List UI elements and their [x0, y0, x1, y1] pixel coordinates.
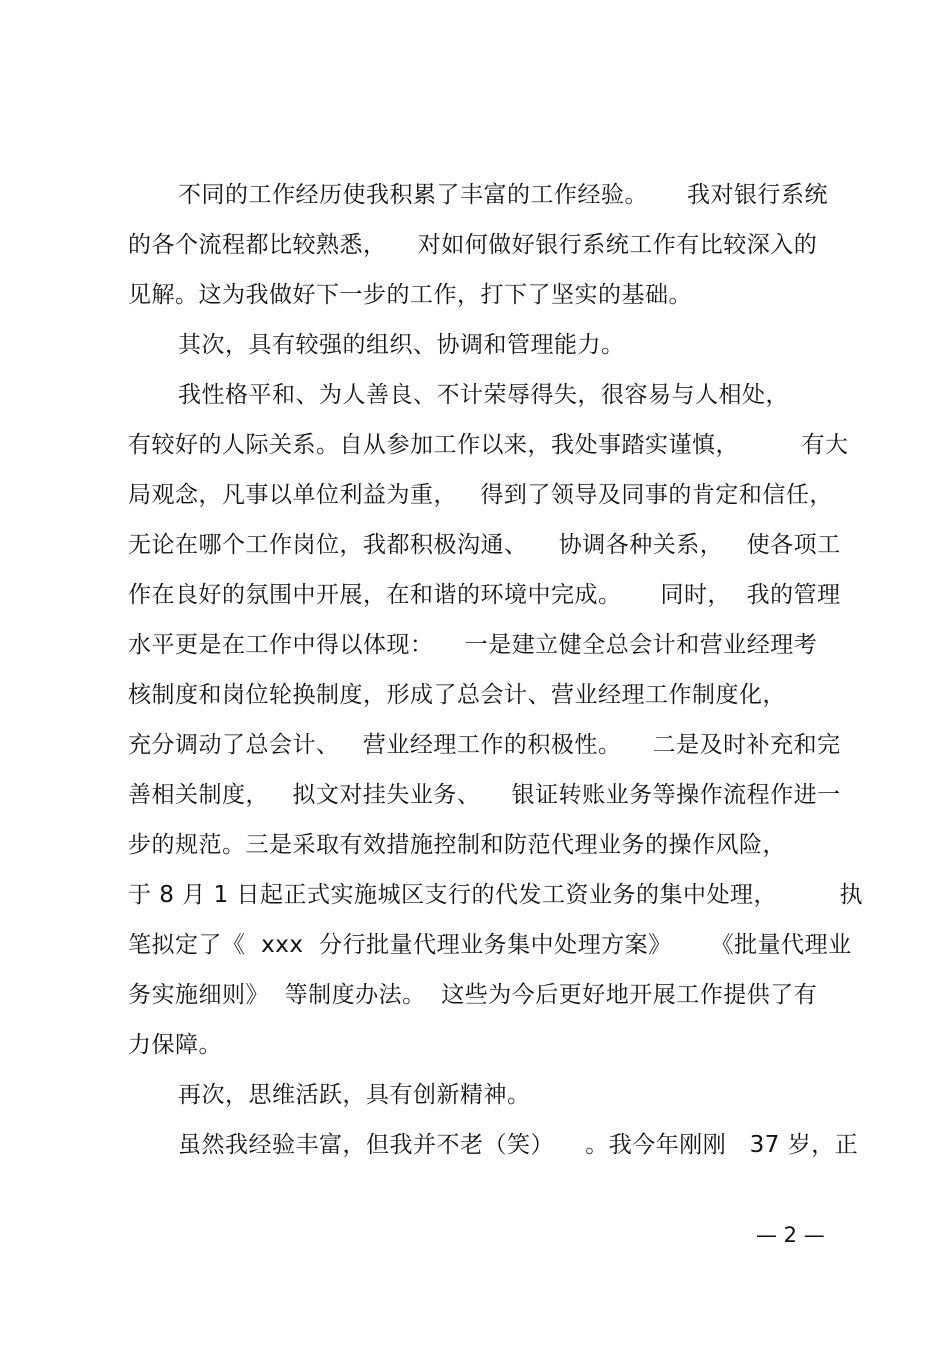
- text-line: 笔拟定了《 xxx 分行批量代理业务集中处理方案》 《批量代理业: [128, 932, 852, 958]
- text-line: 力保障。: [128, 1032, 222, 1058]
- text-line: 作在良好的氛围中开展，在和谐的环境中完成。 同时， 我的管理: [128, 582, 841, 608]
- text-line: 虽然我经验丰富，但我并不老（笑） 。我今年刚刚 37 岁，正: [178, 1132, 859, 1158]
- text-line: 其次，具有较强的组织、协调和管理能力。: [178, 332, 625, 358]
- text-line: 水平更是在工作中得以体现： 一是建立健全总会计和营业经理考: [128, 632, 818, 658]
- text-line: 核制度和岗位轮换制度，形成了总会计、营业经理工作制度化，: [128, 682, 786, 708]
- text-line: 我性格平和、为人善良、不计荣辱得失，很容易与人相处，: [178, 382, 789, 408]
- text-line: 于 8 月 1 日起正式实施城区支行的代发工资业务的集中处理， 执: [128, 882, 863, 908]
- text-line: 充分调动了总会计、 营业经理工作的积极性。 二是及时补充和完: [128, 732, 841, 758]
- text-line: 的各个流程都比较熟悉， 对如何做好银行系统工作有比较深入的: [128, 232, 818, 258]
- text-line: 有较好的人际关系。自从参加工作以来，我处事踏实谨慎， 有大: [128, 432, 849, 458]
- text-line: 善相关制度， 拟文对挂失业务、 银证转账业务等操作流程作进一: [128, 782, 841, 808]
- text-line: 见解。这为我做好下一步的工作，打下了坚实的基础。: [128, 282, 692, 308]
- text-line: 再次，思维活跃，具有创新精神。: [178, 1082, 531, 1108]
- text-line: 不同的工作经历使我积累了丰富的工作经验。 我对银行系统: [178, 182, 829, 208]
- text-line: 局观念，凡事以单位利益为重， 得到了领导及同事的肯定和信任，: [128, 482, 833, 508]
- text-line: 务实施细则》 等制度办法。 这些为今后更好地开展工作提供了有: [128, 982, 818, 1008]
- page-number: — 2 —: [756, 1223, 825, 1247]
- text-line: 步的规范。三是采取有效措施控制和防范代理业务的操作风险，: [128, 832, 786, 858]
- text-line: 无论在哪个工作岗位，我都积极沟通、 协调各种关系， 使各项工: [128, 532, 841, 558]
